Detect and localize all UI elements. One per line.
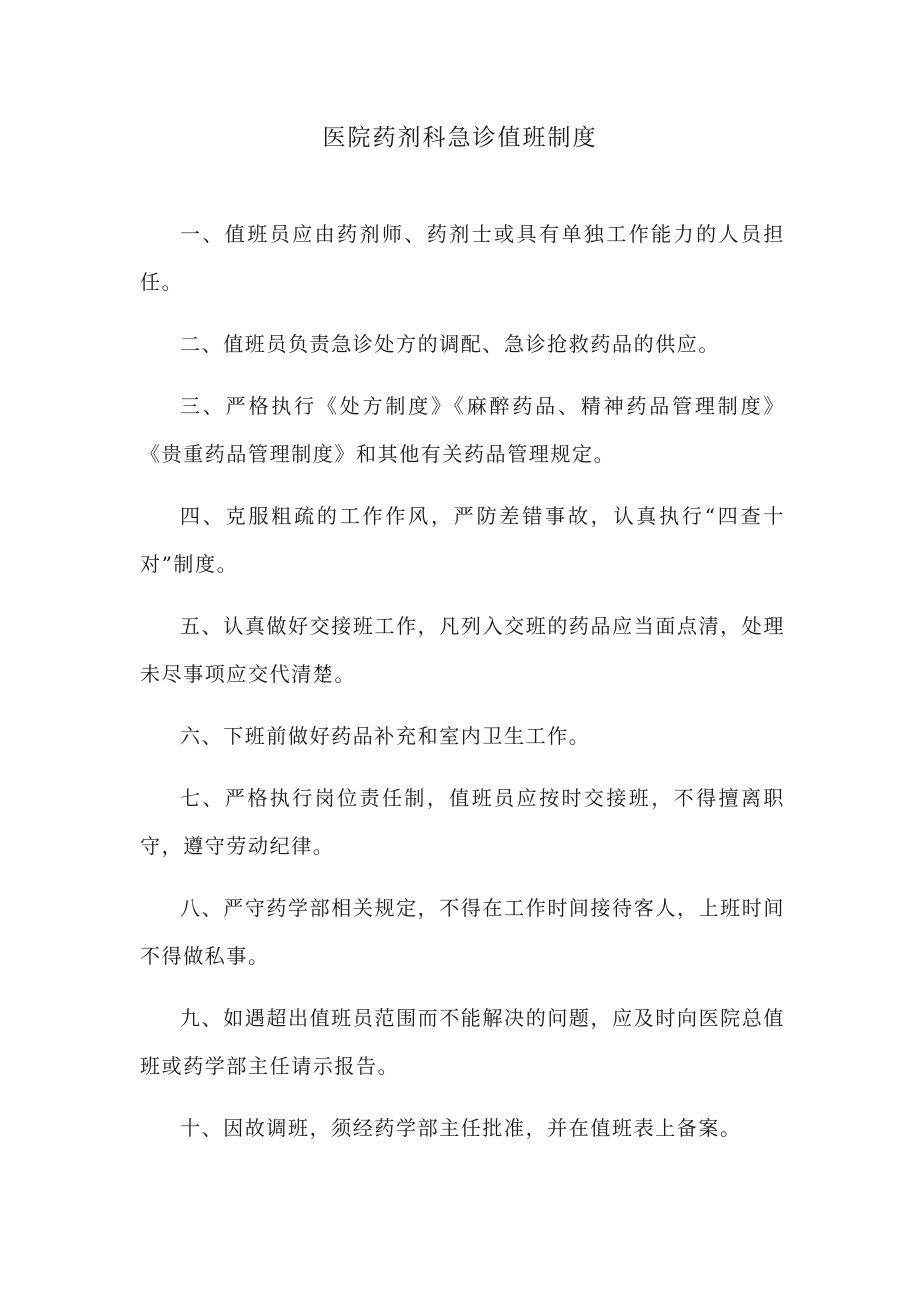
rule-paragraph-1: 一、值班员应由药剂师、药剂士或具有单独工作能力的人员担任。 bbox=[140, 222, 785, 294]
rule-paragraph-10: 十、因故调班，须经药学部主任批准，并在值班表上备案。 bbox=[180, 1116, 742, 1140]
document-body bbox=[140, 210, 785, 1166]
rule-paragraph-5: 五、认真做好交接班工作，凡列入交班的药品应当面点清，处理未尽事项应交代清楚。 bbox=[140, 614, 785, 686]
rule-paragraph-7: 七、严格执行岗位责任制，值班员应按时交接班，不得擅离职守，遵守劳动纪律。 bbox=[140, 786, 785, 858]
rule-paragraph-3: 三、严格执行《处方制度》《麻醉药品、精神药品管理制度》《贵重药品管理制度》和其他有关药品管理规定。 bbox=[140, 394, 785, 466]
rule-paragraph-2: 二、值班员负责急诊处方的调配、急诊抢救药品的供应。 bbox=[180, 332, 720, 356]
rule-paragraph-4: 四、克服粗疏的工作作风，严防差错事故，认真执行“四查十对”制度。 bbox=[140, 504, 785, 576]
rule-paragraph-9: 九、如遇超出值班员范围而不能解决的问题，应及时向医院总值班或药学部主任请示报告。 bbox=[140, 1006, 785, 1078]
rule-paragraph-6: 六、下班前做好药品补充和室内卫生工作。 bbox=[180, 724, 591, 748]
document-title: 医院药剂科急诊值班制度 bbox=[322, 125, 598, 151]
rule-paragraph-8: 八、严守药学部相关规定，不得在工作时间接待客人，上班时间不得做私事。 bbox=[140, 896, 785, 968]
